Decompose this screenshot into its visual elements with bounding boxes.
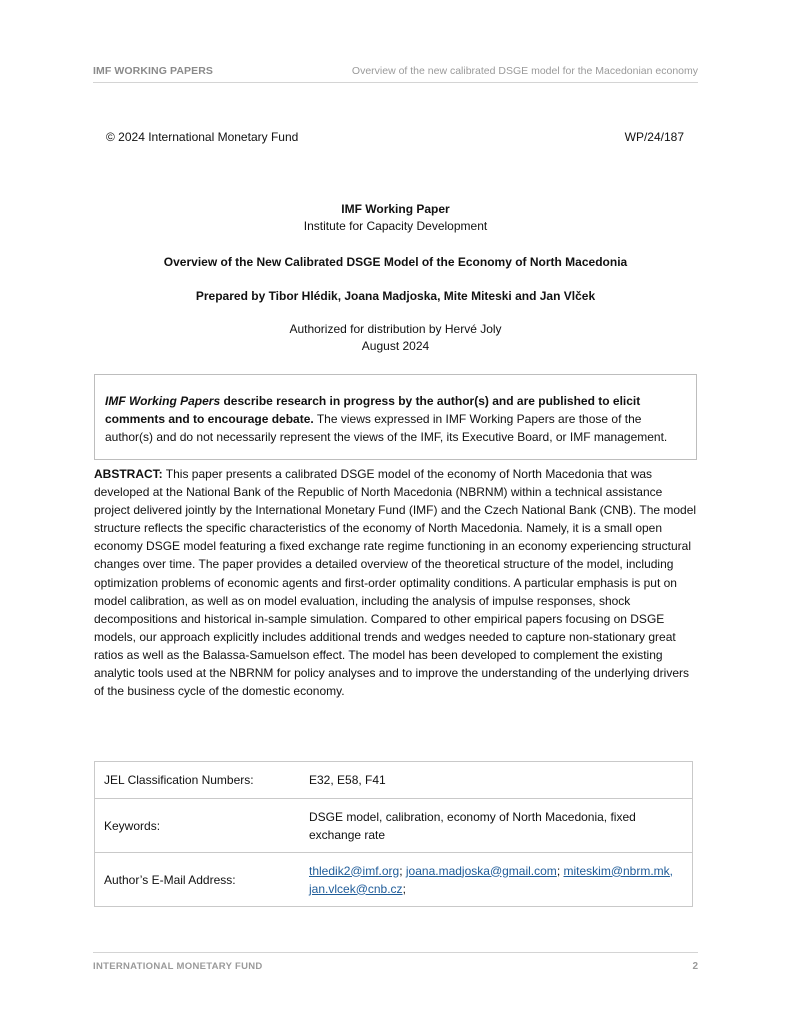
email-link-miteski[interactable]: miteskim@nbrm.mk, [563, 863, 674, 878]
metadata-table [94, 761, 693, 907]
email-link-madjoska[interactable]: joana.madjoska@gmail.com [405, 863, 557, 878]
disclaimer-text [105, 392, 687, 446]
paper-type: IMF Working Paper [341, 202, 450, 216]
email-separator: ; [399, 863, 406, 878]
email-terminator: ; [402, 881, 406, 896]
authors-line: Prepared by Tibor Hlédik, Joana Madjoska, Mite Miteski and Jan Vlček [195, 289, 596, 303]
keywords-value [309, 799, 693, 853]
disclaimer-lead-italic: IMF Working Papers [105, 394, 221, 408]
paper-title: Overview of the New Calibrated DSGE Model of the Economy of North Macedonia [163, 255, 628, 269]
disclaimer-lead-bold: describe research in progress by the author(s) and are published to elicit comments and to encourage debate. [105, 394, 641, 426]
disclaimer-box [94, 374, 697, 460]
disclaimer-rest: The views expressed in IMF Working Papers are those of the author(s) and do not necessarily represent the views of the IMF, its Executive Board, or IMF management. [105, 412, 668, 444]
header-series: IMF WORKING PAPERS [93, 65, 214, 77]
email-link-hledik[interactable]: thledik2@imf.org [309, 863, 400, 878]
jel-value: E32, E58, F41 [309, 762, 693, 799]
footer-organization: INTERNATIONAL MONETARY FUND [93, 961, 263, 972]
abstract-text: This paper presents a calibrated DSGE model of the economy of North Macedonia that was developed at the National Bank of the Republic of North Macedonia (NBRNM) within a technical assistance project delivered jointly by the International Monetary Fund (IMF) and the Czech National Bank (CNB). The model structure reflects the specific characteristics of the economy of North Macedonia. Namely, it is a small open economy DSGE model featuring a fixed exchange rate regime functioning in an economy experiencing structural changes over time. The paper provides a detailed overview of the theoretical structure of the model, including optimization problems of economic agents and first-order optimality conditions. A particular emphasis is put on model calibration, as well as on model evaluation, including the analysis of impulse responses, shock decompositions and historical in-sample simulation. Compared to other empirical papers focusing on DSGE models, our approach explicitly includes additional trends and wedges needed to capture non-stationary great ratios as well as the Balassa-Samuelson effect. The model has been developed to complement the existing analytic tools used at the NBRNM for policy analyses and to improve the understanding of the underlying drivers of the business cycle of the domestic economy. [94, 467, 697, 699]
email-label: Author’s E-Mail Address: [95, 853, 310, 907]
abstract-label: ABSTRACT: [94, 467, 163, 481]
copyright-notice: © 2024 International Monetary Fund [106, 130, 299, 144]
footer-divider [93, 952, 698, 953]
keywords-label: Keywords: [95, 799, 310, 853]
authorized-by: Authorized for distribution by Hervé Joly [289, 322, 502, 336]
page-number: 2 [692, 961, 698, 972]
email-value [309, 853, 693, 907]
working-paper-number: WP/24/187 [624, 130, 684, 144]
header-divider [93, 82, 698, 83]
keywords-row [95, 799, 693, 853]
email-row [95, 853, 693, 907]
jel-label: JEL Classification Numbers: [95, 762, 310, 799]
department: Institute for Capacity Development [303, 219, 488, 233]
email-link-vlcek[interactable]: jan.vlcek@cnb.cz [309, 881, 403, 896]
keywords-text: DSGE model, calibration, economy of North Macedonia, fixed exchange rate [309, 809, 636, 842]
publication-date: August 2024 [361, 339, 430, 353]
header-running-title: Overview of the new calibrated DSGE model for the Macedonian economy [351, 65, 698, 77]
abstract [94, 465, 699, 700]
jel-row [95, 762, 693, 799]
email-separator: ; [556, 863, 564, 878]
